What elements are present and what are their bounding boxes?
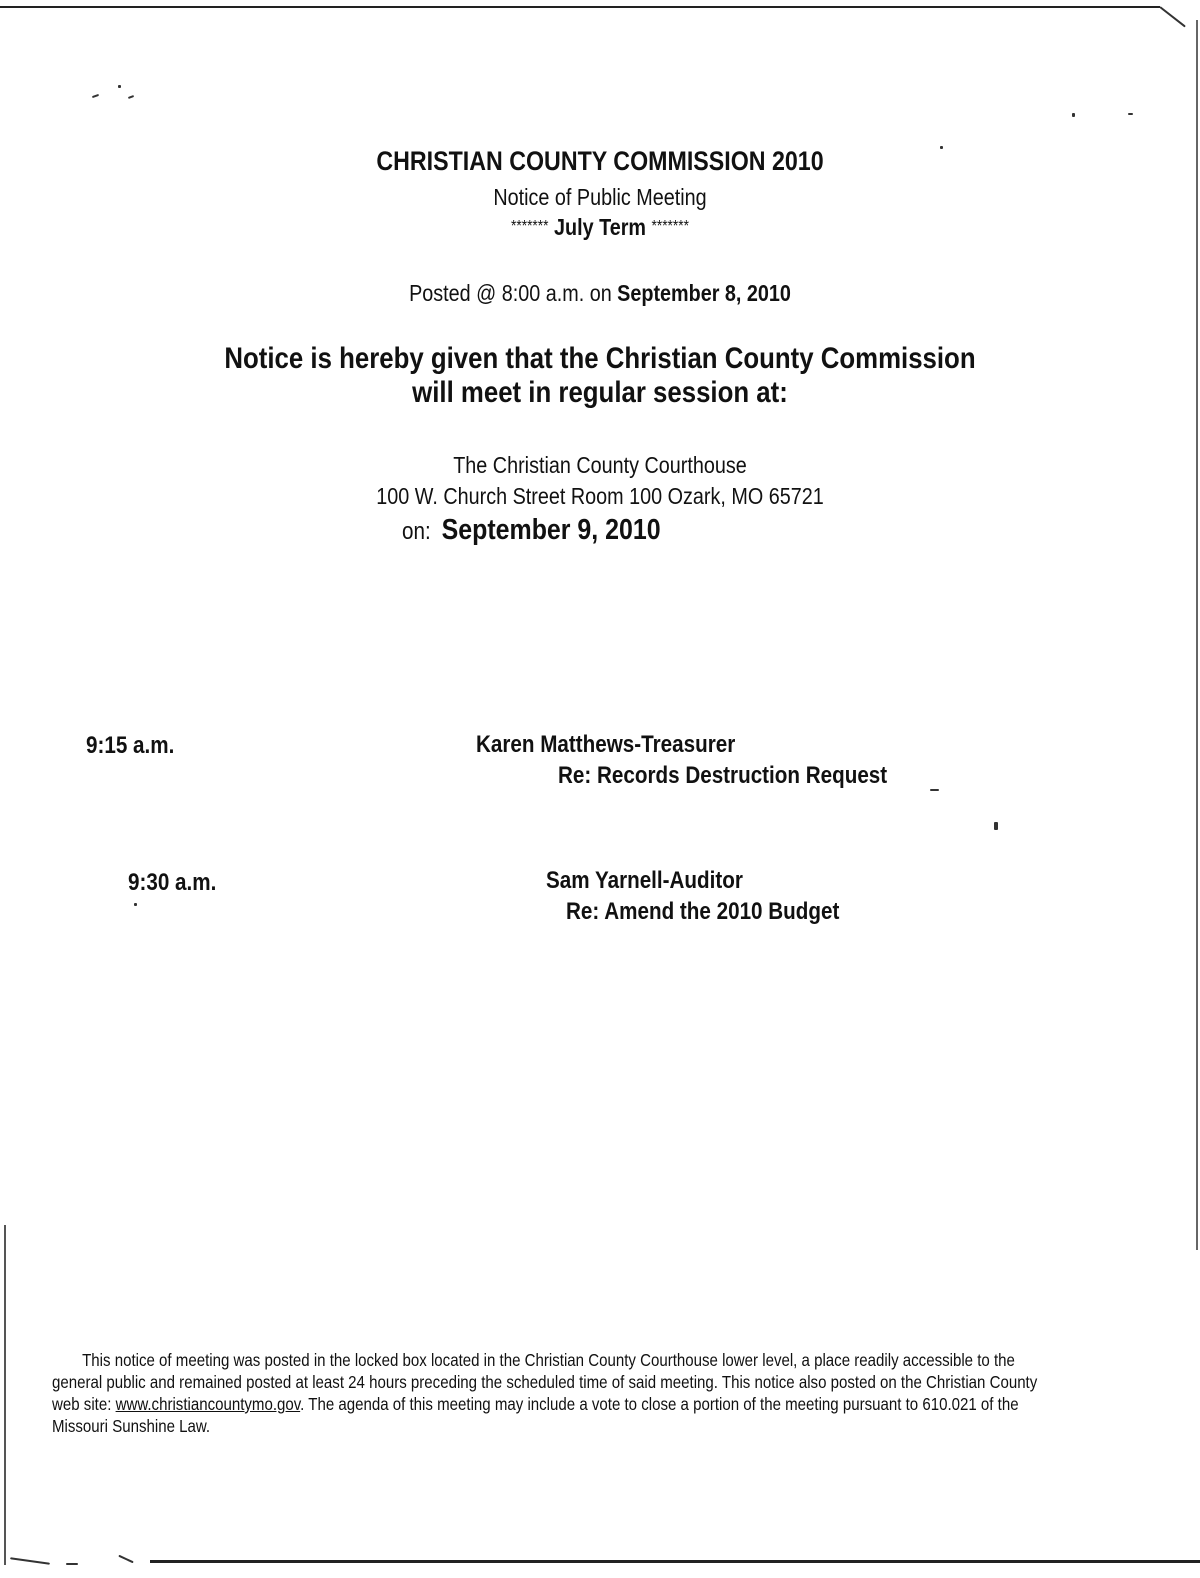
posted-prefix: Posted @ 8:00 a.m. on bbox=[409, 280, 612, 306]
agenda-item-presenter: Karen Matthews-Treasurer bbox=[476, 731, 736, 758]
scan-speck bbox=[994, 822, 998, 830]
location-building: The Christian County Courthouse bbox=[453, 452, 747, 478]
scan-edge-line bbox=[4, 1225, 6, 1565]
scan-speck bbox=[1128, 113, 1133, 115]
scan-speck bbox=[118, 85, 121, 88]
scan-edge-line bbox=[0, 6, 1160, 8]
document-subtitle: Notice of Public Meeting bbox=[493, 184, 707, 210]
notice-line-1: Notice is hereby given that the Christian County Commission bbox=[224, 342, 976, 375]
notice-statement bbox=[84, 342, 1116, 410]
term-stars-right: ******* bbox=[651, 218, 689, 235]
posted-date: September 8, 2010 bbox=[617, 280, 791, 306]
county-website-link[interactable]: www.christiancountymo.gov bbox=[115, 1394, 301, 1414]
agenda-item-subject: Re: Amend the 2010 Budget bbox=[566, 898, 840, 925]
disclaimer-text-end: . The agenda of this meeting may include a vote to close a portion of the meeting pursuant to 610.021 of the Missouri Sunshine Law. bbox=[52, 1394, 1019, 1436]
scan-speck bbox=[930, 789, 939, 791]
meeting-date-line bbox=[402, 514, 661, 547]
scan-speck bbox=[118, 1555, 133, 1564]
disclaimer-text: This notice of meeting was posted in the locked box located in the Christian County Courthouse lower level, a place readily accessible to the general public and remained posted at least 24 hours preceding the scheduled time of said meeting. This notice also posted on the Christian County web site: bbox=[52, 1350, 1038, 1414]
scan-speck bbox=[128, 95, 134, 99]
agenda-item-subject: Re: Records Destruction Request bbox=[558, 762, 888, 789]
meeting-location bbox=[84, 450, 1116, 512]
term-stars-left: ******* bbox=[511, 218, 549, 235]
document-title: CHRISTIAN COUNTY COMMISSION 2010 bbox=[376, 146, 824, 176]
agenda-item-time: 9:15 a.m. bbox=[86, 732, 175, 759]
location-address: 100 W. Church Street Room 100 Ozark, MO 65721 bbox=[376, 483, 824, 509]
meeting-date: September 9, 2010 bbox=[441, 514, 661, 546]
scan-speck bbox=[92, 94, 99, 98]
scan-edge-line bbox=[150, 1560, 1200, 1563]
scan-edge-line bbox=[1196, 20, 1198, 1250]
scan-speck bbox=[10, 1557, 50, 1565]
agenda-item-presenter: Sam Yarnell-Auditor bbox=[546, 867, 743, 894]
posting-disclaimer bbox=[52, 1349, 1050, 1437]
term-label: July Term bbox=[554, 214, 646, 240]
meeting-on-label: on: bbox=[402, 518, 431, 545]
scan-speck bbox=[134, 903, 137, 906]
scan-speck bbox=[66, 1563, 78, 1565]
agenda-item-time: 9:30 a.m. bbox=[128, 869, 217, 896]
notice-line-2: will meet in regular session at: bbox=[412, 376, 788, 409]
scan-speck bbox=[1072, 113, 1075, 117]
posted-line bbox=[84, 280, 1116, 307]
term-line bbox=[84, 214, 1116, 241]
scan-speck bbox=[1159, 6, 1185, 27]
